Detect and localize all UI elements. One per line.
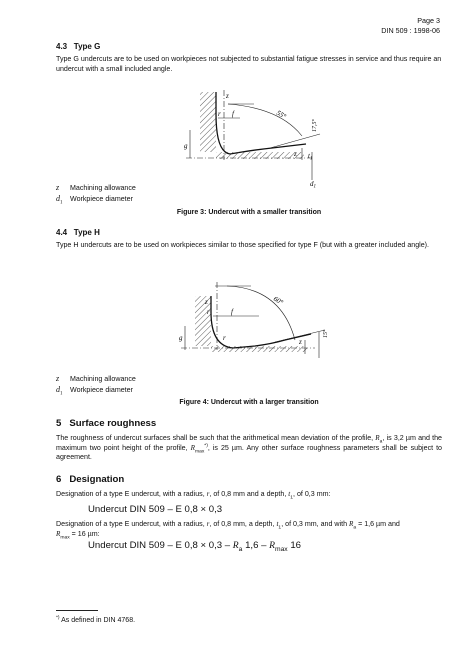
section-5-heading: 5 Surface roughness — [56, 418, 157, 429]
fig4-label-r-low: r — [223, 334, 226, 342]
page-number: Page 3 — [417, 16, 440, 25]
fig3-label-z-top: z — [226, 92, 229, 100]
designation-formula-2: Undercut DIN 509 – E $0,8 \times 0,3 - R_a$ $1,6 - R_{max}$ 16 — [88, 540, 302, 553]
section-4-3-heading: 4.3 Type G — [56, 42, 101, 51]
fig4-label-f: f — [231, 308, 233, 316]
section-4-4-heading: 4.4 Type H — [56, 228, 100, 237]
fig4-label-angle: 60° — [272, 294, 285, 307]
footnote-rule — [56, 610, 98, 611]
fig3-label-dim-right: 17,5° — [312, 119, 318, 132]
fig3-label-f: f — [232, 110, 234, 118]
fig3-label-d1: $d_1$ — [310, 180, 316, 188]
fig3-label-z-right: z — [294, 150, 297, 158]
fig4-label-r: r — [207, 308, 210, 316]
figure-4-diagram — [175, 276, 345, 376]
fig3-legend-z: z Machining allowance — [56, 183, 136, 192]
designation-text-2: Designation of a type E undercut, with a radius, r, of 0,8 mm, a depth, $t_1$, of 0,3 mm, and with $R_a = 1,6$ µm and $R_{max} = 16$ µm: — [56, 520, 400, 540]
fig3-label-r: r — [218, 110, 221, 118]
fig4-label-z-right: z — [299, 338, 302, 346]
designation-formula-1: Undercut DIN 509 – E 0,8 × 0,3 — [88, 504, 223, 515]
fig3-label-angle: 55° — [275, 108, 288, 121]
fig3-label-g: g — [184, 142, 188, 150]
fig4-label-dim-right: 15° — [323, 329, 329, 338]
footnote: *) As defined in DIN 4768. — [56, 615, 136, 624]
section-5-text: The roughness of undercut surfaces shall be such that the arithmetical mean deviation of the profile, $R_a$, is 3,2 µm and the maximum two point height of the profile, $R_{max}^{*)}$, is 25 µm. Any other surface roughness parameters shall be subject to agreement. — [56, 434, 443, 462]
figure-3-diagram — [180, 86, 340, 188]
designation-text-1: Designation of a type E undercut, with a radius, r, of 0,8 mm and a depth, $t_1$, of 0,3 mm: — [56, 490, 331, 501]
standard-reference: DIN 509 : 1998-06 — [381, 26, 440, 35]
figure-4-caption: Figure 4: Undercut with a larger transition — [179, 399, 319, 406]
section-6-heading: 6 Designation — [56, 474, 125, 485]
section-4-4-text: Type H undercuts are to be used on workpieces similar to those specified for type F (but with a greater included angle). — [56, 241, 430, 249]
fig3-legend-d1: $d_1Workpiece$ diameter — [56, 194, 133, 206]
section-4-3-text: Type G undercuts are to be used on workpieces not subjected to substantial fatigue stresses in service and thus require an undercut with a small included angle. — [56, 55, 442, 73]
fig3-label-t1: $t_1$ — [308, 152, 313, 162]
fig4-label-g: g — [179, 334, 183, 342]
figure-3-caption: Figure 3: Undercut with a smaller transition — [176, 209, 322, 216]
fig4-legend-d1: $d_1Workpiece$ diameter — [56, 385, 133, 397]
fig4-label-z-top: z — [205, 298, 208, 306]
fig4-legend-z: z Machining allowance — [56, 374, 136, 383]
